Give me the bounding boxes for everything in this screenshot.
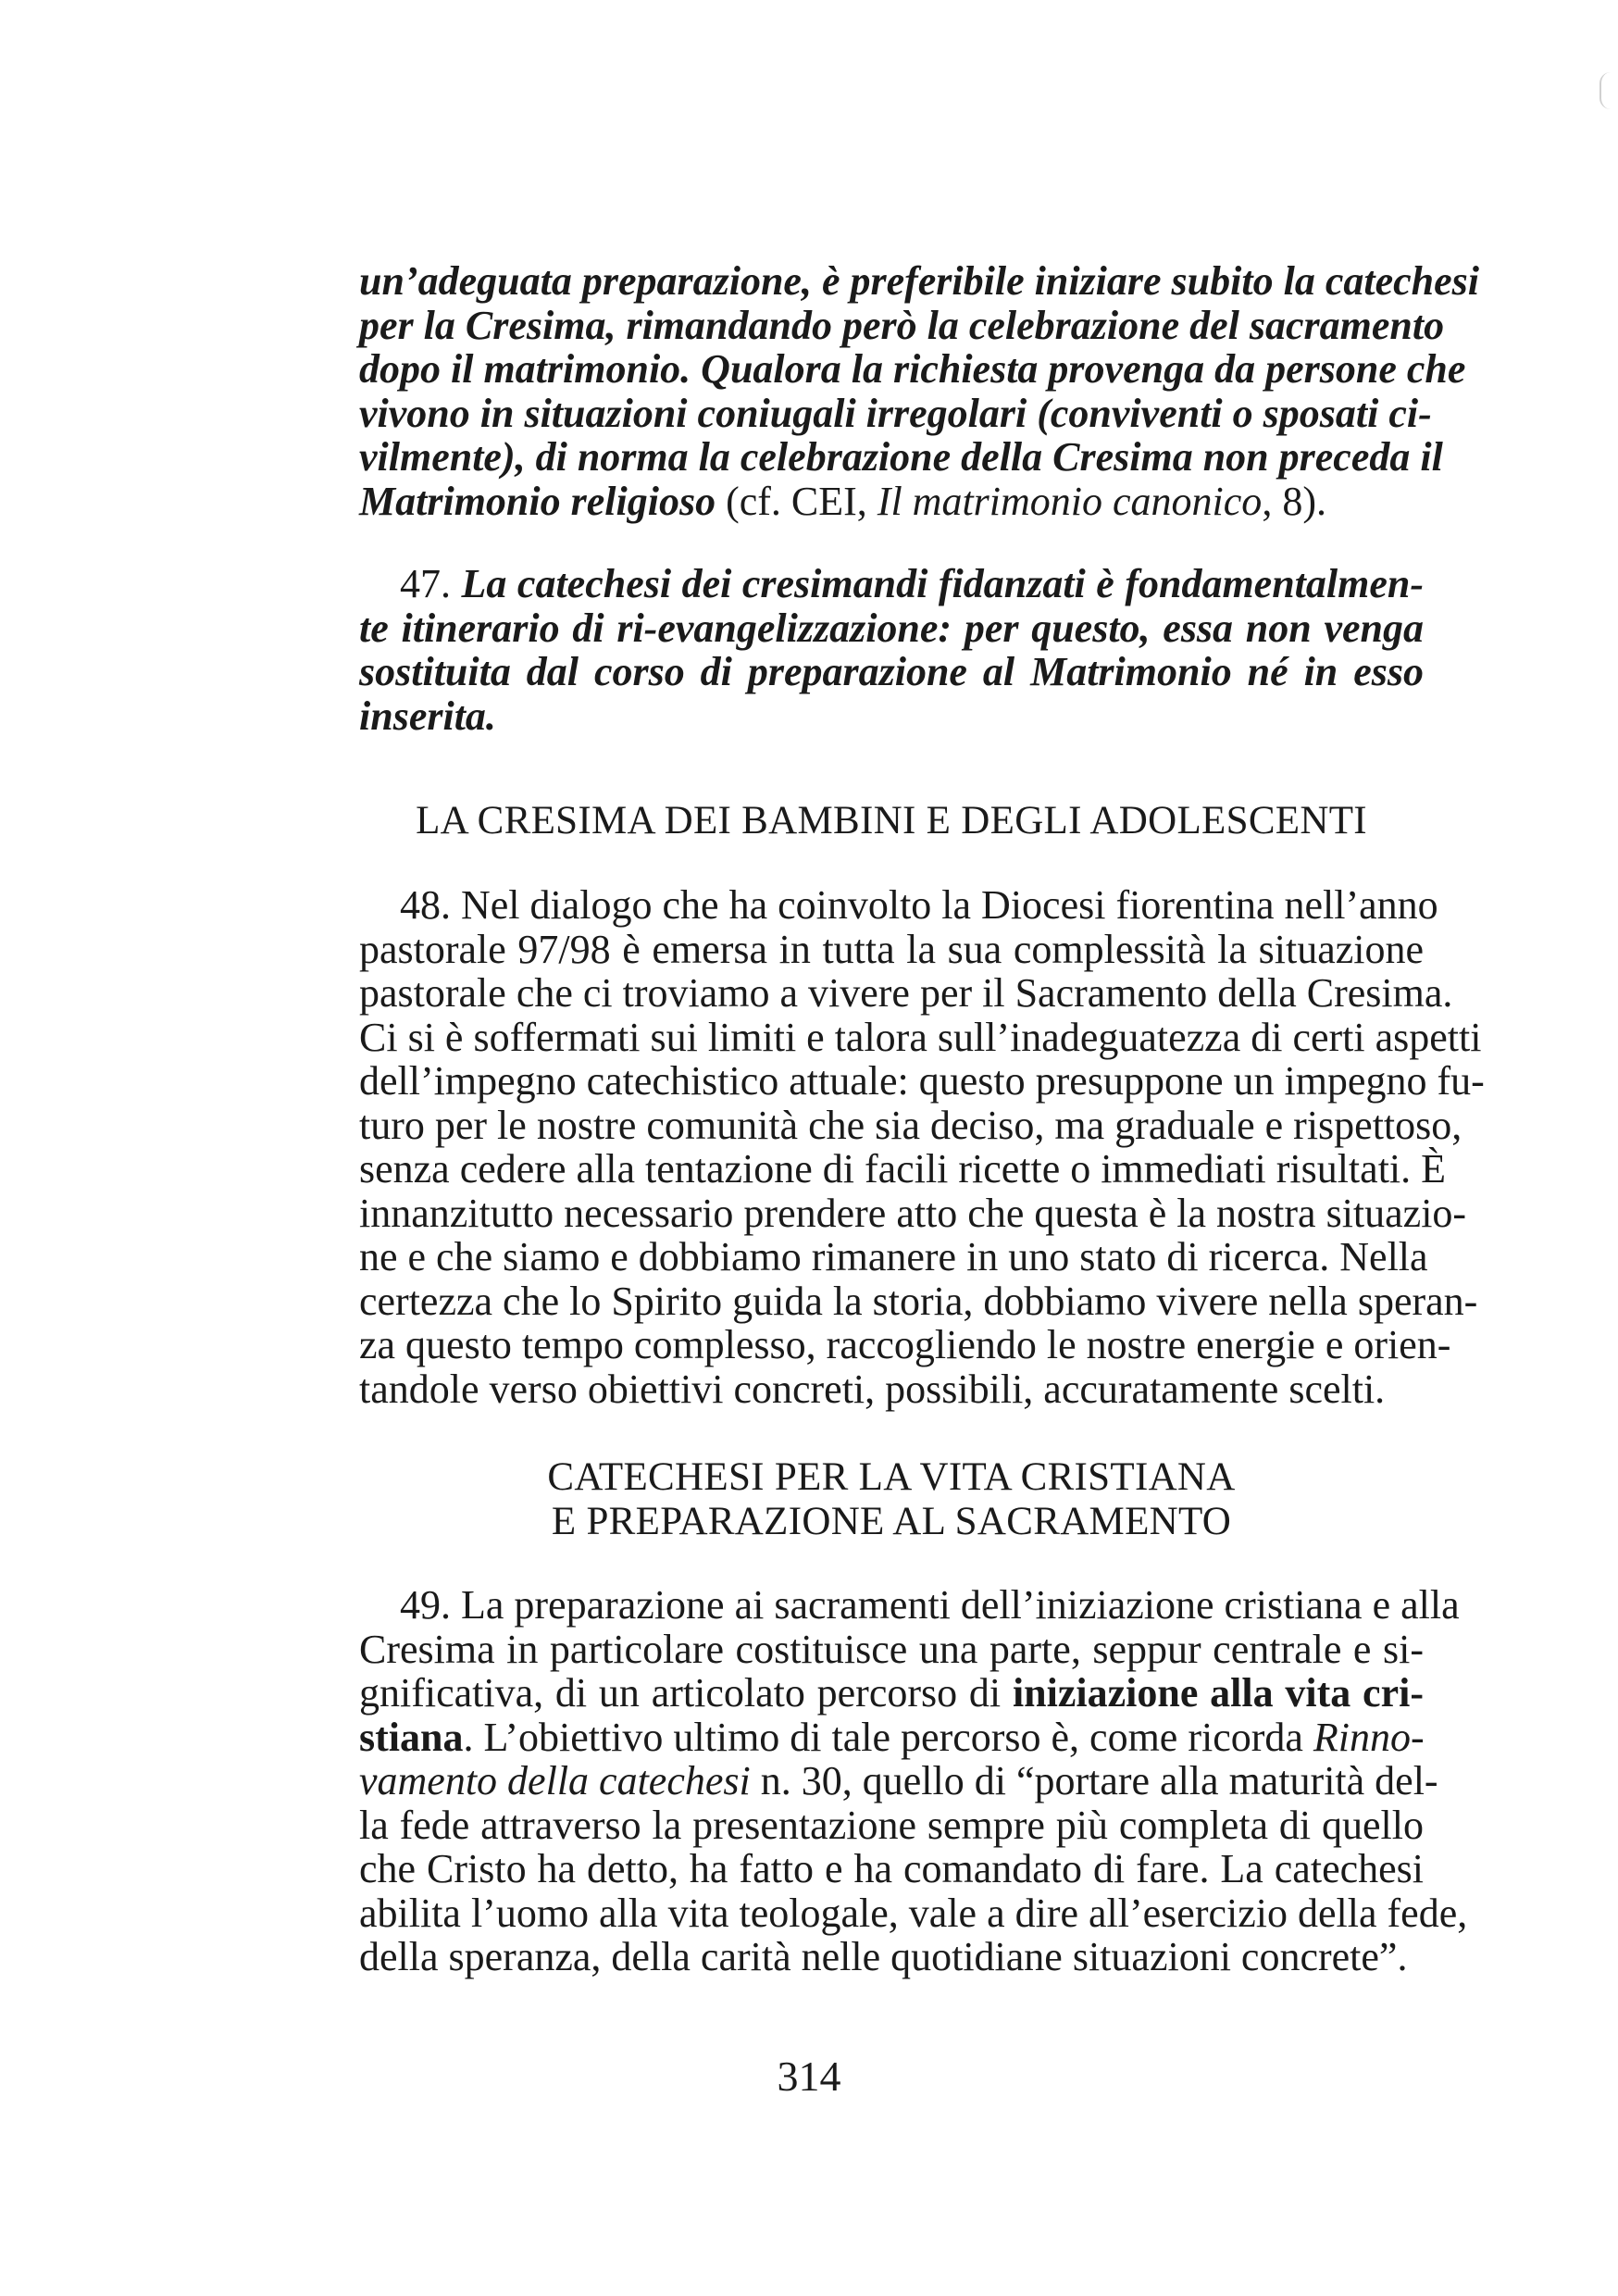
text-line: Cresima in particolare costituisce una parte, seppur centrale e si-: [359, 1626, 1424, 1672]
paragraph-49: [359, 1582, 1468, 1979]
text-line: che Cristo ha detto, ha fatto e ha comandato di fare. La catechesi: [359, 1846, 1424, 1891]
roman-run: gnificativa, di un articolato percorso di: [359, 1670, 1013, 1716]
page-edge-mark: [1599, 72, 1611, 109]
text-line: un’adeguata preparazione, è preferibile iniziare subito la catechesi: [359, 258, 1479, 304]
bold-emphasis: iniziazione alla vita cri-: [1012, 1670, 1424, 1716]
paragraph-47: [359, 562, 1424, 738]
page-number: 314: [777, 2053, 841, 2100]
text-line: dell’impegno catechistico attuale: questo presuppone un impegno fu-: [359, 1058, 1485, 1104]
text-line: per la Cresima, rimandando però la celebrazione del sacramento: [359, 302, 1445, 348]
roman-run: (cf. CEI,: [716, 478, 877, 524]
text-line: [359, 562, 1424, 606]
text-line: della speranza, della carità nelle quotidiane situazioni concrete”.: [359, 1934, 1408, 1979]
text-line: innanzitutto necessario prendere atto che questa è la nostra situazio-: [359, 1190, 1467, 1236]
italic-citation: Rinno-: [1313, 1714, 1425, 1760]
bold-italic-run: La catechesi dei cresimandi fidanzati è fondamentalmen-: [461, 561, 1425, 606]
paragraph-continuation: [359, 258, 1479, 524]
paragraph-number: 47.: [400, 561, 451, 606]
heading-line: E PREPARAZIONE AL SACRAMENTO: [551, 1500, 1232, 1543]
text-line: 48. Nel dialogo che ha coinvolto la Diocesi fiorentina nell’anno: [400, 882, 1438, 928]
text-line: vivono in situazioni coniugali irregolari (conviventi o sposati ci-: [359, 390, 1432, 436]
text-line: [359, 480, 1424, 524]
roman-run: . L’obiettivo ultimo di tale percorso è, come ricorda: [463, 1714, 1313, 1760]
roman-run: n. 30, quello di “portare alla maturità del-: [750, 1758, 1438, 1803]
italic-citation: vamento della catechesi: [359, 1758, 751, 1803]
roman-run: , 8).: [1262, 478, 1326, 524]
text-line: Ci si è soffermati sui limiti e talora sull’inadeguatezza di certi aspetti: [359, 1014, 1482, 1060]
text-line: la fede attraverso la presentazione sempre più completa di quello: [359, 1802, 1424, 1848]
text-line: pastorale che ci troviamo a vivere per il Sacramento della Cresima.: [359, 970, 1453, 1016]
text-line: te itinerario di ri-evangelizzazione: per questo, essa non venga: [359, 605, 1424, 651]
text-line: pastorale 97/98 è emersa in tutta la sua complessità la situazione: [359, 926, 1424, 972]
text-line: abilita l’uomo alla vita teologale, vale a dire all’esercizio della fede,: [359, 1890, 1468, 1936]
italic-citation: Il matrimonio canonico: [877, 478, 1263, 524]
bold-emphasis: stiana: [359, 1714, 464, 1760]
bold-italic-run: Matrimonio religioso: [359, 478, 716, 524]
paragraph-48: [359, 882, 1485, 1412]
heading-line: CATECHESI PER LA VITA CRISTIANA: [547, 1455, 1236, 1499]
text-line: inserita.: [359, 693, 496, 739]
text-line: ne e che siamo e dobbiamo rimanere in uno stato di ricerca. Nella: [359, 1234, 1428, 1279]
text-line: turo per le nostre comunità che sia deciso, ma graduale e rispettoso,: [359, 1102, 1462, 1148]
text-line: sostituita dal corso di preparazione al Matrimonio né in esso: [359, 649, 1424, 694]
text-line: [359, 1671, 1424, 1716]
section-heading: LA CRESIMA DEI BAMBINI E DEGLI ADOLESCENTI: [416, 799, 1367, 842]
text-line: [359, 1716, 1424, 1760]
text-line: tandole verso obiettivi concreti, possibili, accuratamente scelti.: [359, 1366, 1386, 1412]
section-heading: [359, 1455, 1424, 1544]
text-line: certezza che lo Spirito guida la storia, dobbiamo vivere nella speran-: [359, 1278, 1478, 1324]
text-line: senza cedere alla tentazione di facili ricette o immediati risultati. È: [359, 1146, 1447, 1192]
text-line: dopo il matrimonio. Qualora la richiesta provenga da persone che: [359, 346, 1466, 392]
text-line: 49. La preparazione ai sacramenti dell’iniziazione cristiana e alla: [400, 1582, 1460, 1628]
text-line: za questo tempo complesso, raccogliendo le nostre energie e orien-: [359, 1322, 1451, 1367]
text-line: vilmente), di norma la celebrazione della Cresima non preceda il: [359, 434, 1443, 480]
text-line: [359, 1758, 1438, 1803]
